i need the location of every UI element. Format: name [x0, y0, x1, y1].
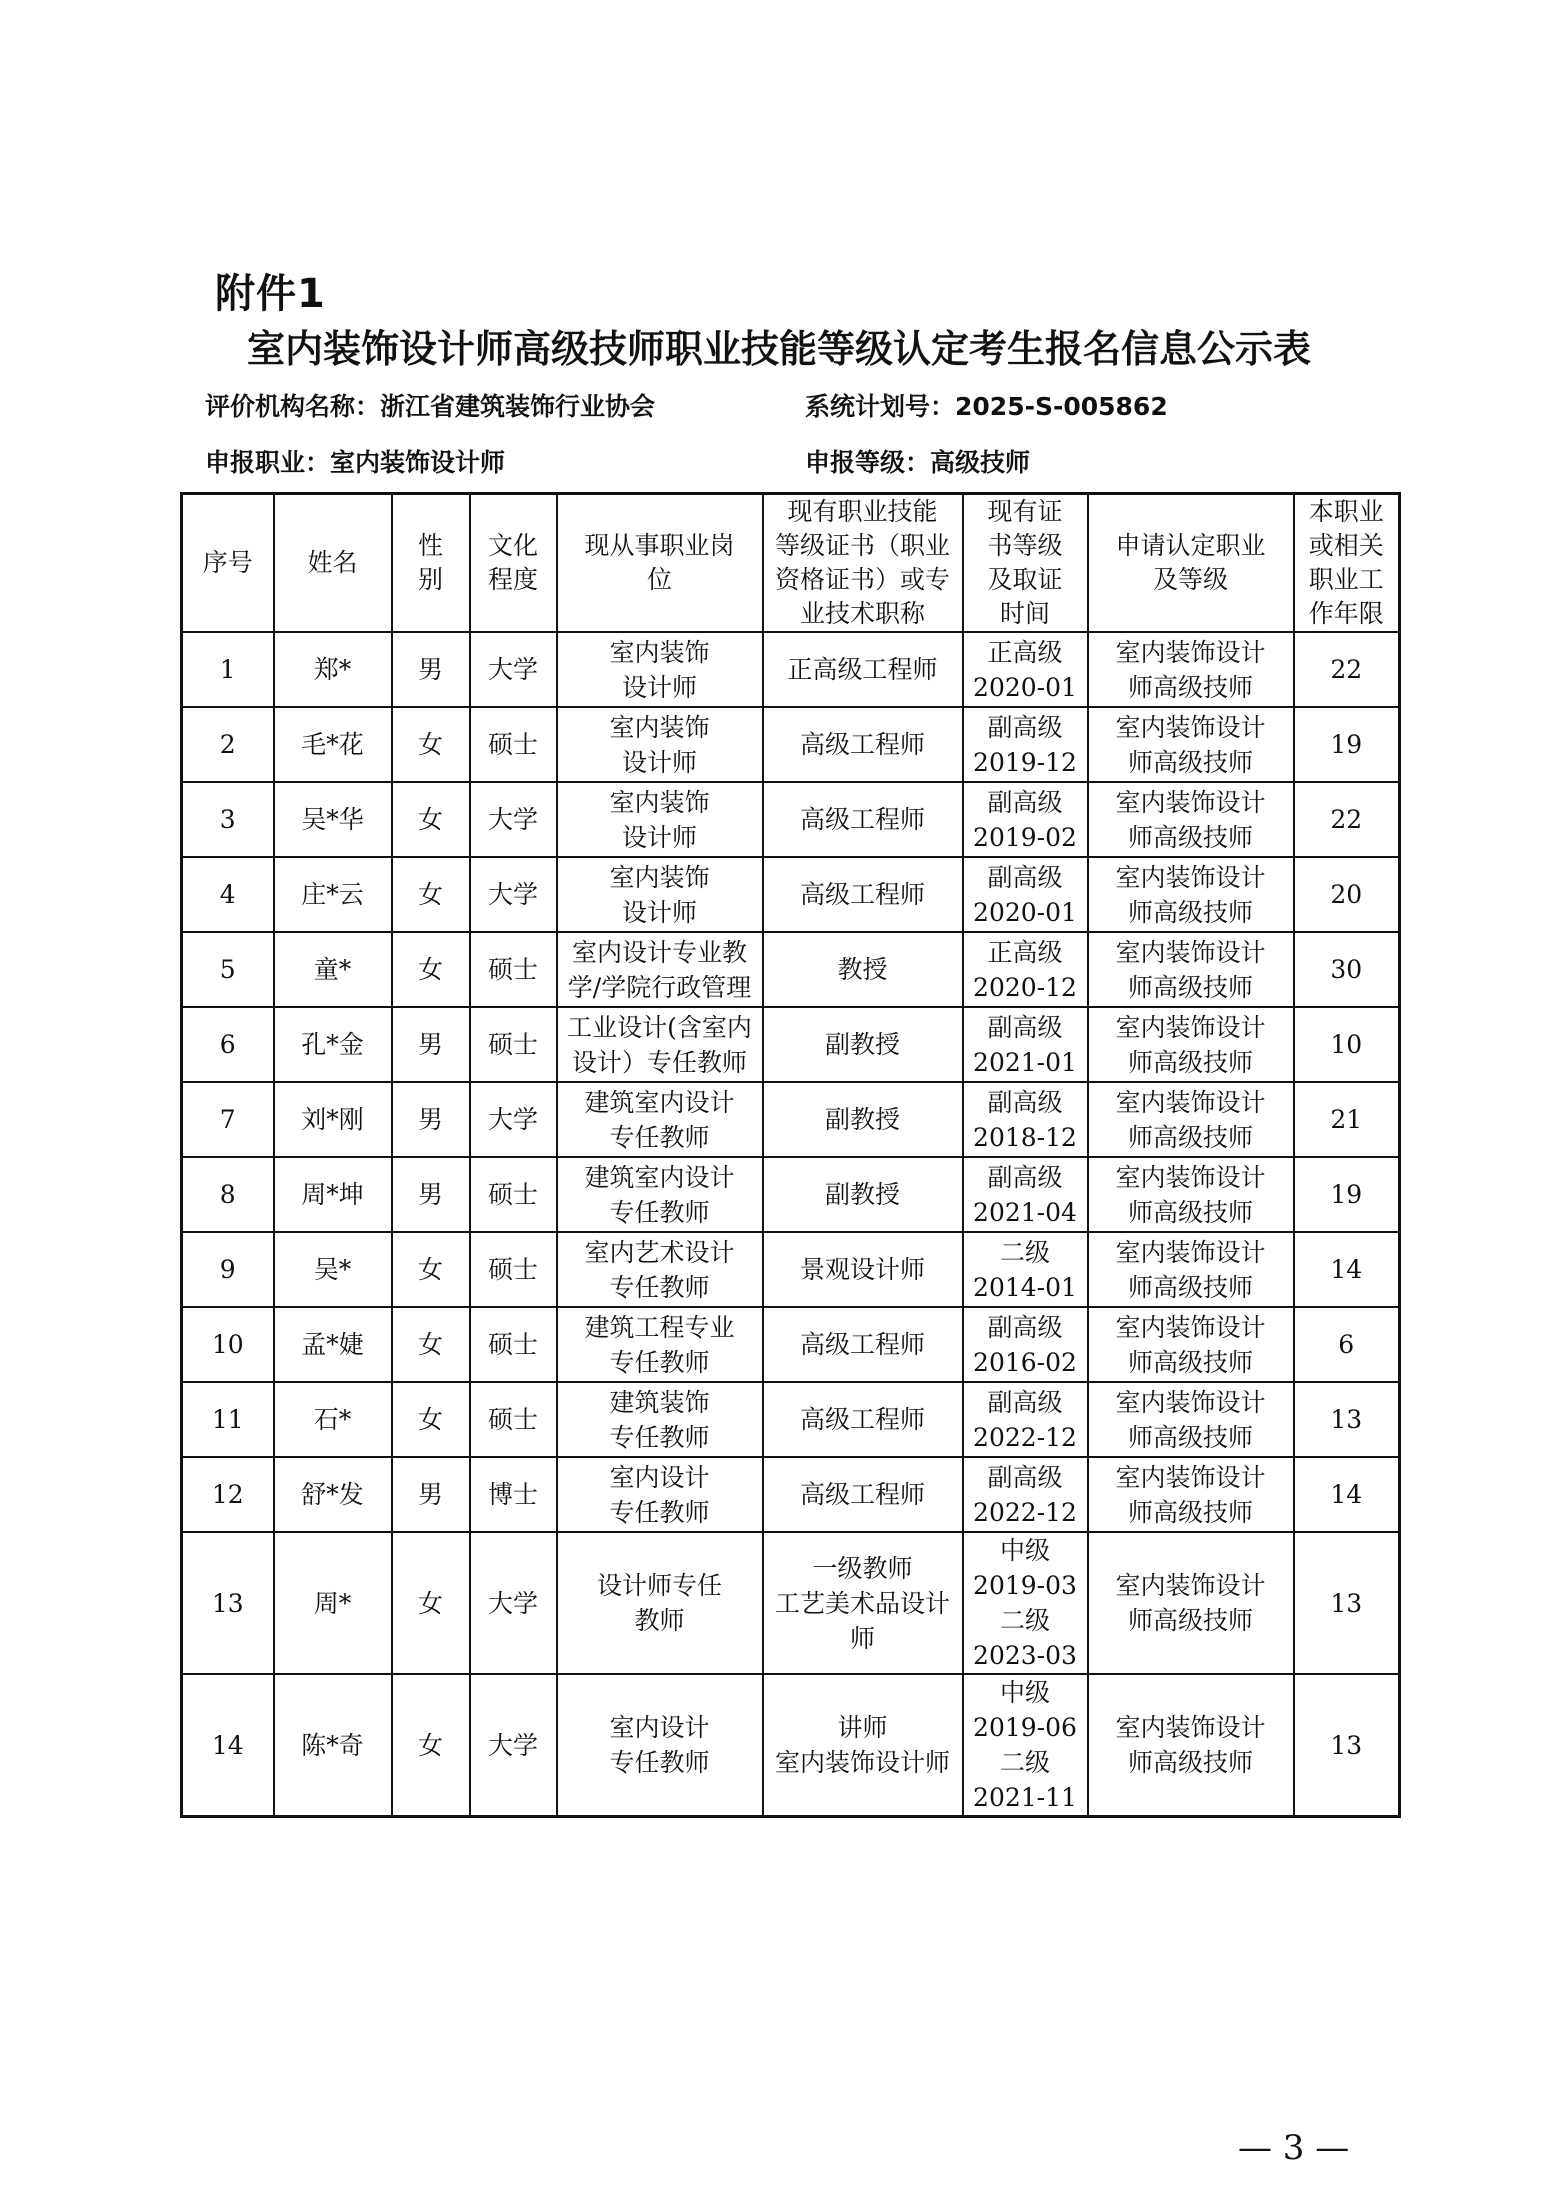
cell-position: [557, 1232, 763, 1307]
cell-gender: 男: [392, 632, 470, 707]
cell-line: 室内艺术设计: [584, 1237, 735, 1267]
cell-no: 10: [182, 1307, 274, 1382]
cell-name: 孟*婕: [274, 1307, 392, 1382]
document-title: 室内装饰设计师高级技师职业技能等级认定考生报名信息公示表: [246, 327, 1311, 371]
cell-cert-time: [963, 1007, 1088, 1082]
header-education: [470, 494, 557, 633]
table-row: [182, 1674, 1400, 1817]
cell-line: 工艺美术品设计师: [774, 1588, 950, 1653]
cell-line: 专任教师: [609, 1347, 710, 1377]
cell-line: 2019-02: [973, 822, 1077, 852]
cell-line: 室内装饰设计: [1115, 1162, 1266, 1192]
cell-gender: 女: [392, 1532, 470, 1674]
cell-line: 2018-12: [973, 1122, 1077, 1152]
table-row: [182, 1307, 1400, 1382]
cell-line: 副教授: [824, 1180, 900, 1209]
cell-line: 专任教师: [609, 1422, 710, 1452]
cell-education: 大学: [470, 782, 557, 857]
cell-position: [557, 932, 763, 1007]
cell-line: 建筑工程专业: [584, 1312, 735, 1342]
cell-line: 设计师: [621, 897, 697, 927]
cell-line: 副高级: [987, 1387, 1063, 1417]
cell-name: 周*: [274, 1532, 392, 1674]
cell-no: 4: [182, 857, 274, 932]
cell-cert-time: [963, 1307, 1088, 1382]
cell-line: 作年限: [1308, 599, 1384, 628]
cell-line: 室内装饰: [609, 862, 710, 892]
cell-line: 2019-12: [973, 747, 1077, 777]
cell-certificate: [763, 1532, 963, 1674]
level-field: [805, 443, 1030, 479]
cell-line: 2020-01: [973, 897, 1077, 927]
cell-certificate: [763, 1457, 963, 1532]
cell-no: 7: [182, 1082, 274, 1157]
cell-name: 童*: [274, 932, 392, 1007]
cell-line: 专任教师: [609, 1748, 710, 1777]
cell-line: 设计师专任: [596, 1571, 722, 1600]
cell-line: 申请认定职业: [1115, 531, 1266, 560]
cell-line: 2021-01: [973, 1047, 1077, 1077]
cell-line: 讲师: [837, 1713, 888, 1742]
cell-line: 室内装饰设计: [1115, 1312, 1266, 1342]
cell-years: 21: [1294, 1082, 1400, 1157]
cell-line: 别: [417, 565, 443, 594]
cell-line: 景观设计师: [799, 1255, 925, 1284]
cell-education: 大学: [470, 857, 557, 932]
cell-cert-time: [963, 1157, 1088, 1232]
cell-no: 3: [182, 782, 274, 857]
page-number: — 3 —: [1238, 2128, 1350, 2168]
cell-years: 10: [1294, 1007, 1400, 1082]
cell-years: 6: [1294, 1307, 1400, 1382]
cell-line: 室内装饰设计: [1115, 712, 1266, 742]
occupation-value: 室内装饰设计师: [330, 448, 506, 477]
cell-apply-level: [1088, 1232, 1294, 1307]
cell-cert-time: [963, 1382, 1088, 1457]
cell-line: 室内装饰设计: [1115, 1571, 1266, 1600]
cell-line: 师高级技师: [1127, 897, 1253, 927]
cell-education: 硕士: [470, 932, 557, 1007]
cell-line: 教授: [837, 955, 888, 984]
cell-line: 二级: [999, 1606, 1050, 1635]
cell-years: 19: [1294, 1157, 1400, 1232]
cell-certificate: [763, 932, 963, 1007]
cell-line: 副教授: [824, 1105, 900, 1134]
cell-cert-time: [963, 857, 1088, 932]
occupation-field: [205, 443, 505, 479]
cell-apply-level: [1088, 1007, 1294, 1082]
cell-line: 正高级: [987, 937, 1063, 967]
cell-line: 室内装饰设计: [1115, 937, 1266, 967]
cell-line: 副高级: [987, 1162, 1063, 1192]
plan-value: 2025-S-005862: [955, 392, 1168, 421]
cell-name: 吴*华: [274, 782, 392, 857]
cell-line: 等级证书（职业: [774, 531, 950, 560]
cell-line: 高级工程师: [799, 880, 925, 909]
cell-certificate: [763, 1007, 963, 1082]
table-row: [182, 1382, 1400, 1457]
cell-line: 现从事职业岗: [584, 531, 735, 560]
cell-line: 副教授: [824, 1030, 900, 1059]
cell-line: 二级: [999, 1748, 1050, 1777]
cell-line: 及等级: [1152, 565, 1228, 594]
cell-line: 副高级: [987, 712, 1063, 742]
cell-line: 正高级工程师: [787, 655, 938, 684]
cell-line: 室内装饰设计: [1115, 637, 1266, 667]
cell-no: 12: [182, 1457, 274, 1532]
cell-position: [557, 1157, 763, 1232]
cell-no: 13: [182, 1532, 274, 1674]
cell-line: 设计师: [621, 747, 697, 777]
cell-line: 室内装饰: [609, 637, 710, 667]
cell-line: 副高级: [987, 1012, 1063, 1042]
cell-name: 舒*发: [274, 1457, 392, 1532]
cell-cert-time: [963, 1457, 1088, 1532]
cell-line: 2020-01: [973, 672, 1077, 702]
cell-line: 时间: [999, 599, 1050, 628]
header-years: [1294, 494, 1400, 633]
cell-line: 设计）专任教师: [571, 1047, 747, 1077]
cell-line: 2022-12: [973, 1422, 1077, 1452]
cell-line: 专任教师: [609, 1197, 710, 1227]
cell-line: 副高级: [987, 1312, 1063, 1342]
cell-line: 师高级技师: [1127, 822, 1253, 852]
cell-position: [557, 707, 763, 782]
cell-line: 专任教师: [609, 1272, 710, 1302]
cell-line: 室内装饰设计: [1115, 1012, 1266, 1042]
cell-name: 周*坤: [274, 1157, 392, 1232]
cell-cert-time: [963, 1532, 1088, 1674]
cell-gender: 女: [392, 857, 470, 932]
cell-line: 性: [417, 531, 443, 560]
cell-line: 中级: [999, 1678, 1050, 1707]
cell-line: 师高级技师: [1127, 1272, 1253, 1302]
cell-cert-time: [963, 1232, 1088, 1307]
cell-gender: 男: [392, 1082, 470, 1157]
cell-position: [557, 632, 763, 707]
cell-line: 2014-01: [973, 1272, 1077, 1302]
cell-apply-level: [1088, 1532, 1294, 1674]
cell-position: [557, 1307, 763, 1382]
cell-education: 硕士: [470, 707, 557, 782]
cell-line: 高级工程师: [799, 1330, 925, 1359]
org-label: 评价机构名称：: [205, 392, 381, 421]
cell-apply-level: [1088, 1457, 1294, 1532]
cell-line: 师高级技师: [1127, 1422, 1253, 1452]
cell-gender: 女: [392, 932, 470, 1007]
cell-line: 现有职业技能: [787, 497, 938, 526]
cell-line: 室内装饰: [609, 787, 710, 817]
cell-gender: 女: [392, 1382, 470, 1457]
cell-position: [557, 1082, 763, 1157]
header-name: 姓名: [274, 494, 392, 633]
cell-line: 2020-12: [973, 972, 1077, 1002]
cell-line: 室内装饰设计: [1115, 1387, 1266, 1417]
cell-line: 室内装饰设计师: [774, 1748, 950, 1777]
cell-line: 室内装饰设计: [1115, 787, 1266, 817]
cell-gender: 男: [392, 1007, 470, 1082]
cell-certificate: [763, 1232, 963, 1307]
cell-line: 正高级: [987, 637, 1063, 667]
cell-education: 硕士: [470, 1007, 557, 1082]
cell-line: 师高级技师: [1127, 1122, 1253, 1152]
header-row: [182, 494, 1400, 633]
cell-years: 22: [1294, 782, 1400, 857]
cell-apply-level: [1088, 707, 1294, 782]
cell-years: 13: [1294, 1382, 1400, 1457]
cell-line: 2021-11: [973, 1783, 1077, 1812]
cell-no: 14: [182, 1674, 274, 1817]
cell-line: 建筑室内设计: [584, 1162, 735, 1192]
table-row: [182, 1232, 1400, 1307]
cell-position: [557, 1532, 763, 1674]
cell-line: 现有证: [987, 497, 1063, 526]
cell-line: 高级工程师: [799, 730, 925, 759]
cell-certificate: [763, 1382, 963, 1457]
cell-gender: 男: [392, 1457, 470, 1532]
cell-position: [557, 857, 763, 932]
cell-line: 教师: [634, 1606, 685, 1635]
cell-education: 大学: [470, 1082, 557, 1157]
cell-gender: 男: [392, 1157, 470, 1232]
org-field: [205, 387, 655, 423]
cell-name: 孔*金: [274, 1007, 392, 1082]
cell-years: 14: [1294, 1232, 1400, 1307]
cell-line: 文化: [487, 531, 538, 560]
cell-line: 师高级技师: [1127, 1497, 1253, 1527]
cell-line: 职业工: [1308, 565, 1384, 594]
header-no: 序号: [182, 494, 274, 633]
plan-label: 系统计划号：: [805, 392, 956, 421]
cell-line: 中级: [999, 1536, 1050, 1565]
cell-position: [557, 1007, 763, 1082]
cell-name: 陈*奇: [274, 1674, 392, 1817]
level-value: 高级技师: [930, 448, 1031, 477]
cell-line: 书等级: [987, 531, 1063, 560]
cell-line: 一级教师: [812, 1553, 913, 1583]
cell-line: 室内设计: [609, 1713, 710, 1742]
cell-apply-level: [1088, 932, 1294, 1007]
cell-certificate: [763, 1674, 963, 1817]
cell-line: 副高级: [987, 862, 1063, 892]
cell-education: 大学: [470, 1674, 557, 1817]
header-gender: [392, 494, 470, 633]
cell-cert-time: [963, 632, 1088, 707]
level-label: 申报等级：: [805, 448, 931, 477]
cell-gender: 女: [392, 782, 470, 857]
cell-cert-time: [963, 707, 1088, 782]
cell-education: 硕士: [470, 1157, 557, 1232]
cell-name: 郑*: [274, 632, 392, 707]
cell-no: 6: [182, 1007, 274, 1082]
cell-line: 2022-12: [973, 1497, 1077, 1527]
cell-line: 2019-06: [973, 1713, 1077, 1742]
cell-name: 毛*花: [274, 707, 392, 782]
plan-field: [805, 387, 1168, 423]
cell-line: 室内装饰设计: [1115, 1237, 1266, 1267]
cell-education: 硕士: [470, 1232, 557, 1307]
cell-line: 二级: [999, 1237, 1050, 1267]
cell-line: 师高级技师: [1127, 972, 1253, 1002]
cell-line: 资格证书）或专: [774, 565, 950, 594]
cell-name: 石*: [274, 1382, 392, 1457]
cell-line: 建筑室内设计: [584, 1087, 735, 1117]
cell-line: 室内设计: [609, 1462, 710, 1492]
cell-no: 1: [182, 632, 274, 707]
attachment-label: 附件1: [215, 271, 326, 317]
cell-years: 20: [1294, 857, 1400, 932]
header-cert-time: [963, 494, 1088, 633]
table-row: [182, 1082, 1400, 1157]
cell-cert-time: [963, 1674, 1088, 1817]
cell-years: 14: [1294, 1457, 1400, 1532]
header-certificate: [763, 494, 963, 633]
org-value: 浙江省建筑装饰行业协会: [380, 392, 656, 421]
cell-line: 师高级技师: [1127, 1197, 1253, 1227]
cell-line: 高级工程师: [799, 805, 925, 834]
cell-cert-time: [963, 782, 1088, 857]
cell-line: 学/学院行政管理: [567, 972, 752, 1002]
cell-apply-level: [1088, 1674, 1294, 1817]
table-row: [182, 1157, 1400, 1232]
cell-line: 工业设计(含室内: [567, 1012, 752, 1042]
cell-certificate: [763, 1157, 963, 1232]
table-body: [182, 632, 1400, 1817]
cell-no: 5: [182, 932, 274, 1007]
cell-no: 9: [182, 1232, 274, 1307]
cell-apply-level: [1088, 1307, 1294, 1382]
cell-certificate: [763, 632, 963, 707]
cell-line: 室内设计专业教: [571, 937, 747, 967]
cell-line: 师高级技师: [1127, 672, 1253, 702]
cell-line: 2021-04: [973, 1197, 1077, 1227]
cell-line: 专任教师: [609, 1497, 710, 1527]
cell-gender: 女: [392, 707, 470, 782]
cell-line: 设计师: [621, 822, 697, 852]
cell-line: 高级工程师: [799, 1480, 925, 1509]
cell-cert-time: [963, 1082, 1088, 1157]
cell-apply-level: [1088, 1082, 1294, 1157]
cell-position: [557, 782, 763, 857]
table-row: [182, 782, 1400, 857]
cell-line: 副高级: [987, 787, 1063, 817]
cell-apply-level: [1088, 1157, 1294, 1232]
cell-gender: 女: [392, 1307, 470, 1382]
cell-certificate: [763, 782, 963, 857]
cell-education: 硕士: [470, 1307, 557, 1382]
cell-years: 13: [1294, 1674, 1400, 1817]
cell-no: 8: [182, 1157, 274, 1232]
table-row: [182, 857, 1400, 932]
cell-name: 庄*云: [274, 857, 392, 932]
header-position: [557, 494, 763, 633]
cell-apply-level: [1088, 632, 1294, 707]
table-row: [182, 1532, 1400, 1674]
cell-line: 高级工程师: [799, 1405, 925, 1434]
cell-cert-time: [963, 932, 1088, 1007]
cell-line: 本职业: [1308, 497, 1384, 526]
cell-no: 11: [182, 1382, 274, 1457]
cell-certificate: [763, 1082, 963, 1157]
cell-apply-level: [1088, 857, 1294, 932]
cell-education: 博士: [470, 1457, 557, 1532]
cell-line: 专任教师: [609, 1122, 710, 1152]
cell-line: 程度: [487, 565, 538, 594]
table-row: [182, 1007, 1400, 1082]
table-row: [182, 932, 1400, 1007]
cell-name: 吴*: [274, 1232, 392, 1307]
cell-line: 或相关: [1308, 531, 1384, 560]
cell-education: 硕士: [470, 1382, 557, 1457]
table-row: [182, 707, 1400, 782]
cell-line: 副高级: [987, 1462, 1063, 1492]
cell-no: 2: [182, 707, 274, 782]
cell-gender: 女: [392, 1674, 470, 1817]
cell-line: 师高级技师: [1127, 747, 1253, 777]
cell-certificate: [763, 857, 963, 932]
cell-years: 13: [1294, 1532, 1400, 1674]
cell-line: 业技术职称: [799, 599, 925, 628]
cell-certificate: [763, 707, 963, 782]
cell-line: 室内装饰设计: [1115, 1462, 1266, 1492]
cell-line: 建筑装饰: [609, 1387, 710, 1417]
table-row: [182, 632, 1400, 707]
cell-line: 室内装饰设计: [1115, 1087, 1266, 1117]
cell-line: 师高级技师: [1127, 1748, 1253, 1777]
cell-line: 及取证: [987, 565, 1063, 594]
header-apply-level: [1088, 494, 1294, 633]
cell-line: 室内装饰设计: [1115, 862, 1266, 892]
cell-line: 室内装饰: [609, 712, 710, 742]
cell-years: 19: [1294, 707, 1400, 782]
cell-education: 大学: [470, 632, 557, 707]
cell-position: [557, 1382, 763, 1457]
cell-line: 师高级技师: [1127, 1047, 1253, 1077]
cell-line: 2016-02: [973, 1347, 1077, 1377]
cell-years: 22: [1294, 632, 1400, 707]
candidate-table: [180, 492, 1401, 1818]
cell-education: 大学: [470, 1532, 557, 1674]
cell-line: 师高级技师: [1127, 1606, 1253, 1635]
cell-certificate: [763, 1307, 963, 1382]
cell-line: 2023-03: [973, 1641, 1077, 1670]
cell-line: 室内装饰设计: [1115, 1713, 1266, 1742]
cell-name: 刘*刚: [274, 1082, 392, 1157]
cell-years: 30: [1294, 932, 1400, 1007]
cell-line: 位: [646, 565, 672, 594]
cell-line: 师高级技师: [1127, 1347, 1253, 1377]
occupation-label: 申报职业：: [205, 448, 331, 477]
cell-line: 2019-03: [973, 1571, 1077, 1600]
cell-apply-level: [1088, 782, 1294, 857]
cell-position: [557, 1457, 763, 1532]
cell-gender: 女: [392, 1232, 470, 1307]
cell-line: 设计师: [621, 672, 697, 702]
table-row: [182, 1457, 1400, 1532]
cell-apply-level: [1088, 1382, 1294, 1457]
cell-line: 副高级: [987, 1087, 1063, 1117]
cell-position: [557, 1674, 763, 1817]
